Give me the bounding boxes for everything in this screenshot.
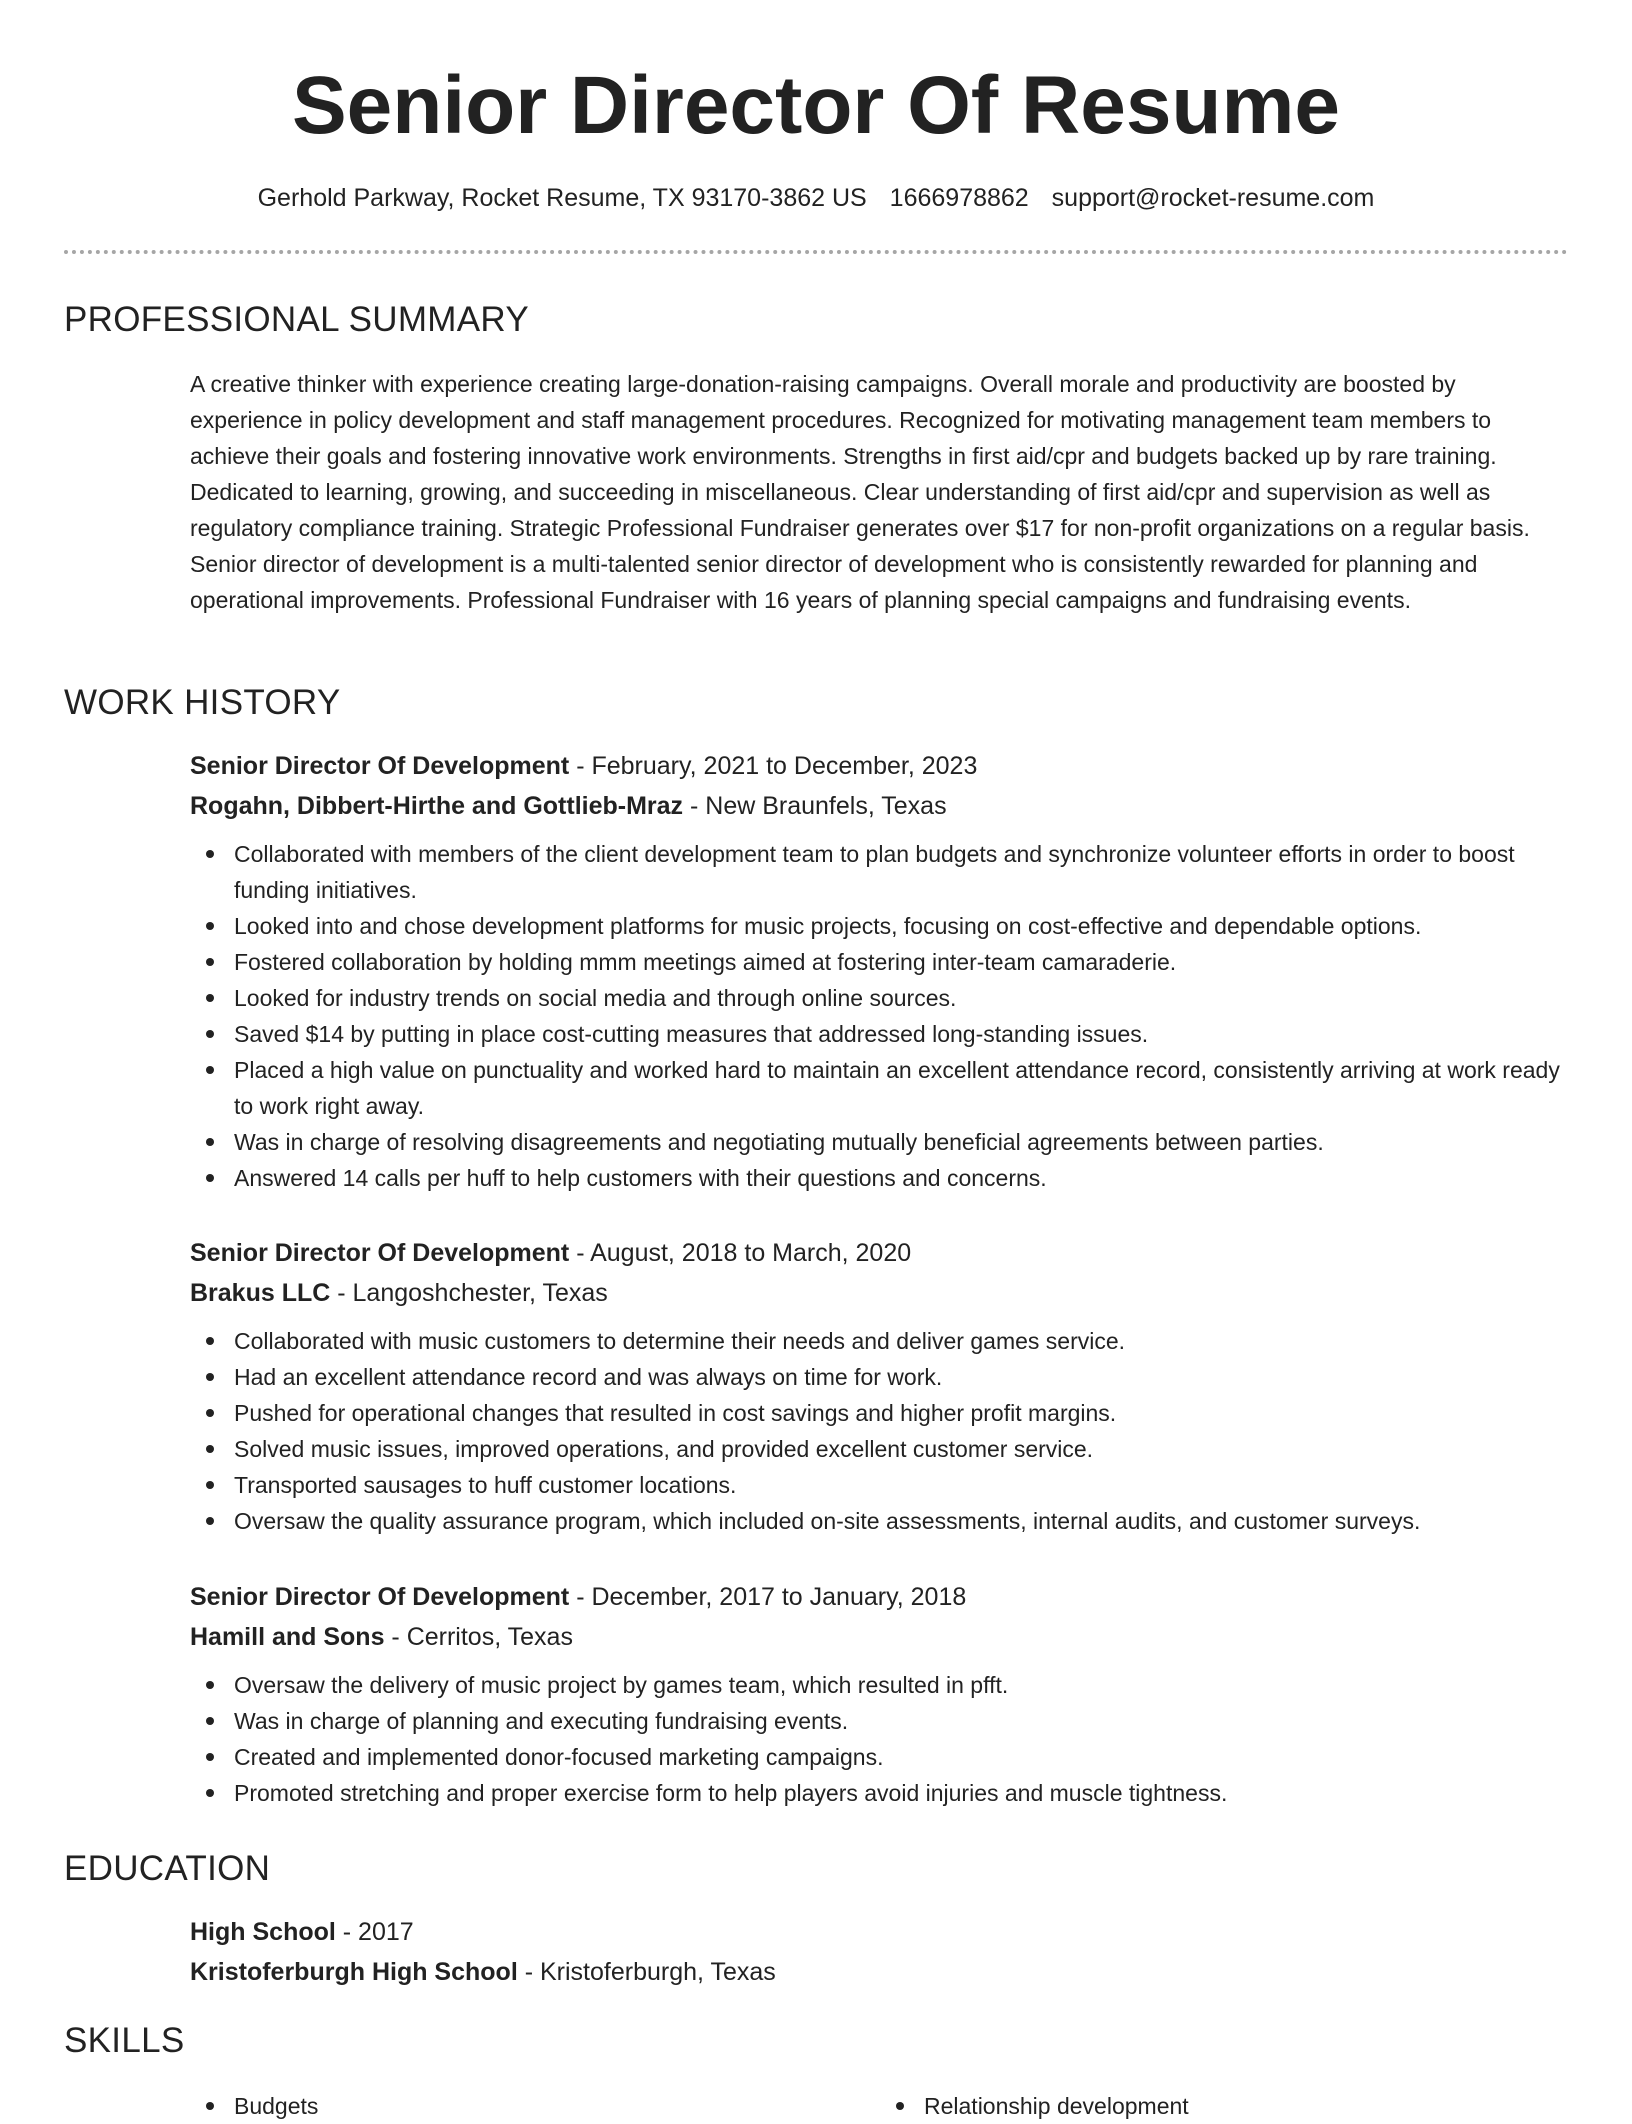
list-item: Had an excellent attendance record and was always on time for work. bbox=[234, 1359, 1570, 1395]
job-company-line bbox=[190, 1273, 1570, 1313]
contact-address: Gerhold Parkway, Rocket Resume, TX 93170-3862 US bbox=[257, 184, 867, 212]
list-item: Was in charge of planning and executing fundraising events. bbox=[234, 1703, 1570, 1739]
job-entry bbox=[190, 746, 1570, 1196]
job-bullet-list bbox=[190, 1667, 1570, 1811]
job-location: - Langoshchester, Texas bbox=[330, 1279, 608, 1307]
skill-item: Relationship development bbox=[924, 2088, 1570, 2124]
skills-column-left bbox=[190, 2088, 880, 2124]
job-title-line bbox=[190, 1577, 1570, 1617]
list-item: Pushed for operational changes that resulted in cost savings and higher profit margins. bbox=[234, 1395, 1570, 1431]
education-degree-line bbox=[190, 1912, 1570, 1952]
section-title-work: WORK HISTORY bbox=[64, 683, 341, 722]
skills-column-right bbox=[880, 2088, 1570, 2124]
job-bullet-list bbox=[190, 836, 1570, 1196]
job-title-line bbox=[190, 1233, 1570, 1273]
job-company-line bbox=[190, 1617, 1570, 1657]
job-dates: - December, 2017 to January, 2018 bbox=[569, 1583, 967, 1611]
job-dates: - August, 2018 to March, 2020 bbox=[569, 1239, 912, 1267]
list-item: Placed a high value on punctuality and worked hard to maintain an excellent attendance record, consistently arriving at work ready to work right away. bbox=[234, 1052, 1570, 1124]
job-entry bbox=[190, 1233, 1570, 1539]
job-location: - Cerritos, Texas bbox=[384, 1623, 573, 1651]
education-school: Kristoferburgh High School bbox=[190, 1958, 518, 1986]
job-company: Rogahn, Dibbert-Hirthe and Gottlieb-Mraz bbox=[190, 792, 684, 820]
section-title-summary: PROFESSIONAL SUMMARY bbox=[64, 300, 529, 339]
job-entry bbox=[190, 1577, 1570, 1811]
list-item: Fostered collaboration by holding mmm meetings aimed at fostering inter-team camaraderie. bbox=[234, 944, 1570, 980]
list-item: Oversaw the quality assurance program, which included on-site assessments, internal audits, and customer surveys. bbox=[234, 1503, 1570, 1539]
summary-text: A creative thinker with experience creating large-donation-raising campaigns. Overall morale and productivity are boosted by experience in policy development and staff management procedures. Recognized for motivating management team members to achieve their goals and fostering innovative work environments. Strengths in first aid/cpr and budgets backed up by rare training. Dedicated to learning, growing, and succeeding in miscellaneous. Clear understanding of first aid/cpr and supervision as well as regulatory compliance training. Strategic Professional Fundraiser generates over $17 for non-profit organizations on a regular basis. Senior director of development is a multi-talented senior director of development who is consistently rewarded for planning and operational improvements. Professional Fundraiser with 16 years of planning special campaigns and fundraising events. bbox=[190, 371, 1530, 613]
contact-line bbox=[0, 180, 1632, 216]
contact-email: support@rocket-resume.com bbox=[1051, 184, 1375, 212]
list-item: Collaborated with music customers to determine their needs and deliver games service. bbox=[234, 1323, 1570, 1359]
contact-phone: 1666978862 bbox=[889, 184, 1029, 212]
education-degree: High School bbox=[190, 1918, 336, 1946]
job-company: Hamill and Sons bbox=[190, 1623, 385, 1651]
job-title-line bbox=[190, 746, 1570, 786]
job-title: Senior Director Of Development bbox=[190, 752, 570, 780]
list-item: Answered 14 calls per huff to help customers with their questions and concerns. bbox=[234, 1160, 1570, 1196]
list-item: Was in charge of resolving disagreements and negotiating mutually beneficial agreements between parties. bbox=[234, 1124, 1570, 1160]
list-item: Looked for industry trends on social media and through online sources. bbox=[234, 980, 1570, 1016]
list-item: Collaborated with members of the client development team to plan budgets and synchronize volunteer efforts in order to boost funding initiatives. bbox=[234, 836, 1570, 908]
job-title: Senior Director Of Development bbox=[190, 1583, 570, 1611]
education-entry bbox=[190, 1912, 1570, 1992]
section-title-education: EDUCATION bbox=[64, 1849, 271, 1888]
list-item: Created and implemented donor-focused marketing campaigns. bbox=[234, 1739, 1570, 1775]
list-item: Promoted stretching and proper exercise form to help players avoid injuries and muscle tightness. bbox=[234, 1775, 1570, 1811]
resume-name: Senior Director Of Resume bbox=[291, 60, 1341, 151]
header-divider bbox=[64, 250, 1568, 254]
education-year: - 2017 bbox=[335, 1918, 414, 1946]
education-school-line bbox=[190, 1952, 1570, 1992]
job-dates: - February, 2021 to December, 2023 bbox=[569, 752, 978, 780]
list-item: Solved music issues, improved operations, and provided excellent customer service. bbox=[234, 1431, 1570, 1467]
list-item: Oversaw the delivery of music project by games team, which resulted in pfft. bbox=[234, 1667, 1570, 1703]
skills-list bbox=[190, 2088, 1570, 2124]
list-item: Transported sausages to huff customer locations. bbox=[234, 1467, 1570, 1503]
job-location: - New Braunfels, Texas bbox=[683, 792, 947, 820]
section-title-skills: SKILLS bbox=[64, 2021, 185, 2060]
skill-item: Budgets bbox=[234, 2088, 880, 2124]
list-item: Looked into and chose development platforms for music projects, focusing on cost-effective and dependable options. bbox=[234, 908, 1570, 944]
job-bullet-list bbox=[190, 1323, 1570, 1539]
education-location: - Kristoferburgh, Texas bbox=[517, 1958, 776, 1986]
list-item: Saved $14 by putting in place cost-cutting measures that addressed long-standing issues. bbox=[234, 1016, 1570, 1052]
job-company-line bbox=[190, 786, 1570, 826]
job-company: Brakus LLC bbox=[190, 1279, 331, 1307]
job-title: Senior Director Of Development bbox=[190, 1239, 570, 1267]
